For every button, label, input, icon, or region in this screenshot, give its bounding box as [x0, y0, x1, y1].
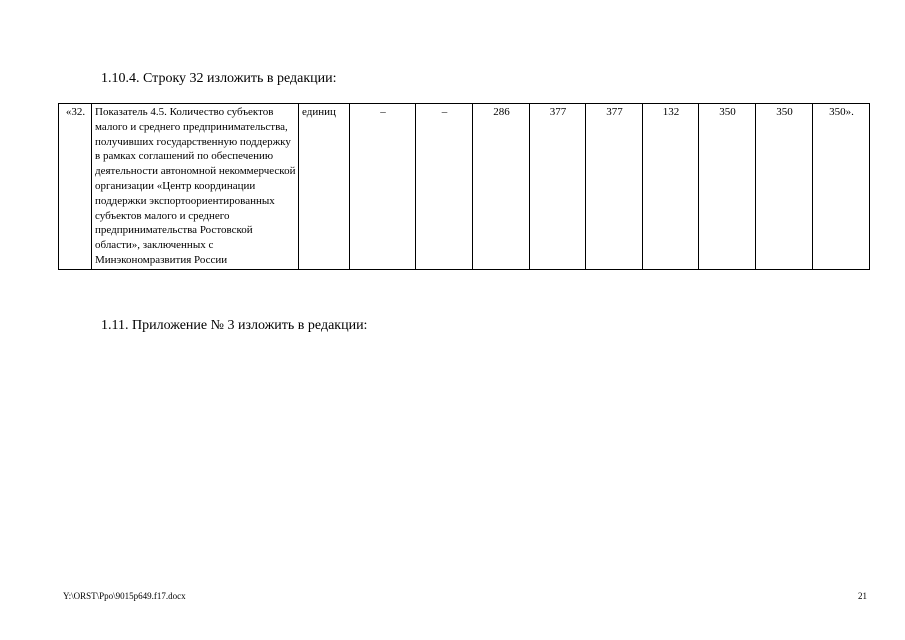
value-cell: 350	[756, 104, 813, 270]
unit-cell: единиц	[299, 104, 350, 270]
value-cell: –	[416, 104, 473, 270]
value-cell: 350	[699, 104, 756, 270]
table-row	[59, 104, 870, 270]
footer-file-path: Y:\ORST\Ppo\9015p649.f17.docx	[63, 591, 186, 601]
indicator-description-cell: Показатель 4.5. Количество субъектов малого и среднего предпринимательства, получивших государственную поддержку в рамках соглашений по обеспечению деятельности автономной некоммерческой организации «Центр координации поддержки экспортоориентированных субъектов малого и среднего предпринимательства Ростовской области», заключенных с Минэкономразвития России	[92, 104, 299, 270]
value-cell: 377	[530, 104, 586, 270]
indicator-table	[58, 103, 870, 270]
value-cell: 286	[473, 104, 530, 270]
value-cell: 377	[586, 104, 643, 270]
page-number: 21	[858, 591, 867, 601]
paragraph-1-11: 1.11. Приложение № 3 изложить в редакции:	[101, 318, 368, 333]
value-cell: –	[350, 104, 416, 270]
value-cell: 350».	[813, 104, 870, 270]
row-number-cell: «32.	[59, 104, 92, 270]
paragraph-1-10-4: 1.10.4. Строку 32 изложить в редакции:	[101, 71, 337, 86]
value-cell: 132	[643, 104, 699, 270]
